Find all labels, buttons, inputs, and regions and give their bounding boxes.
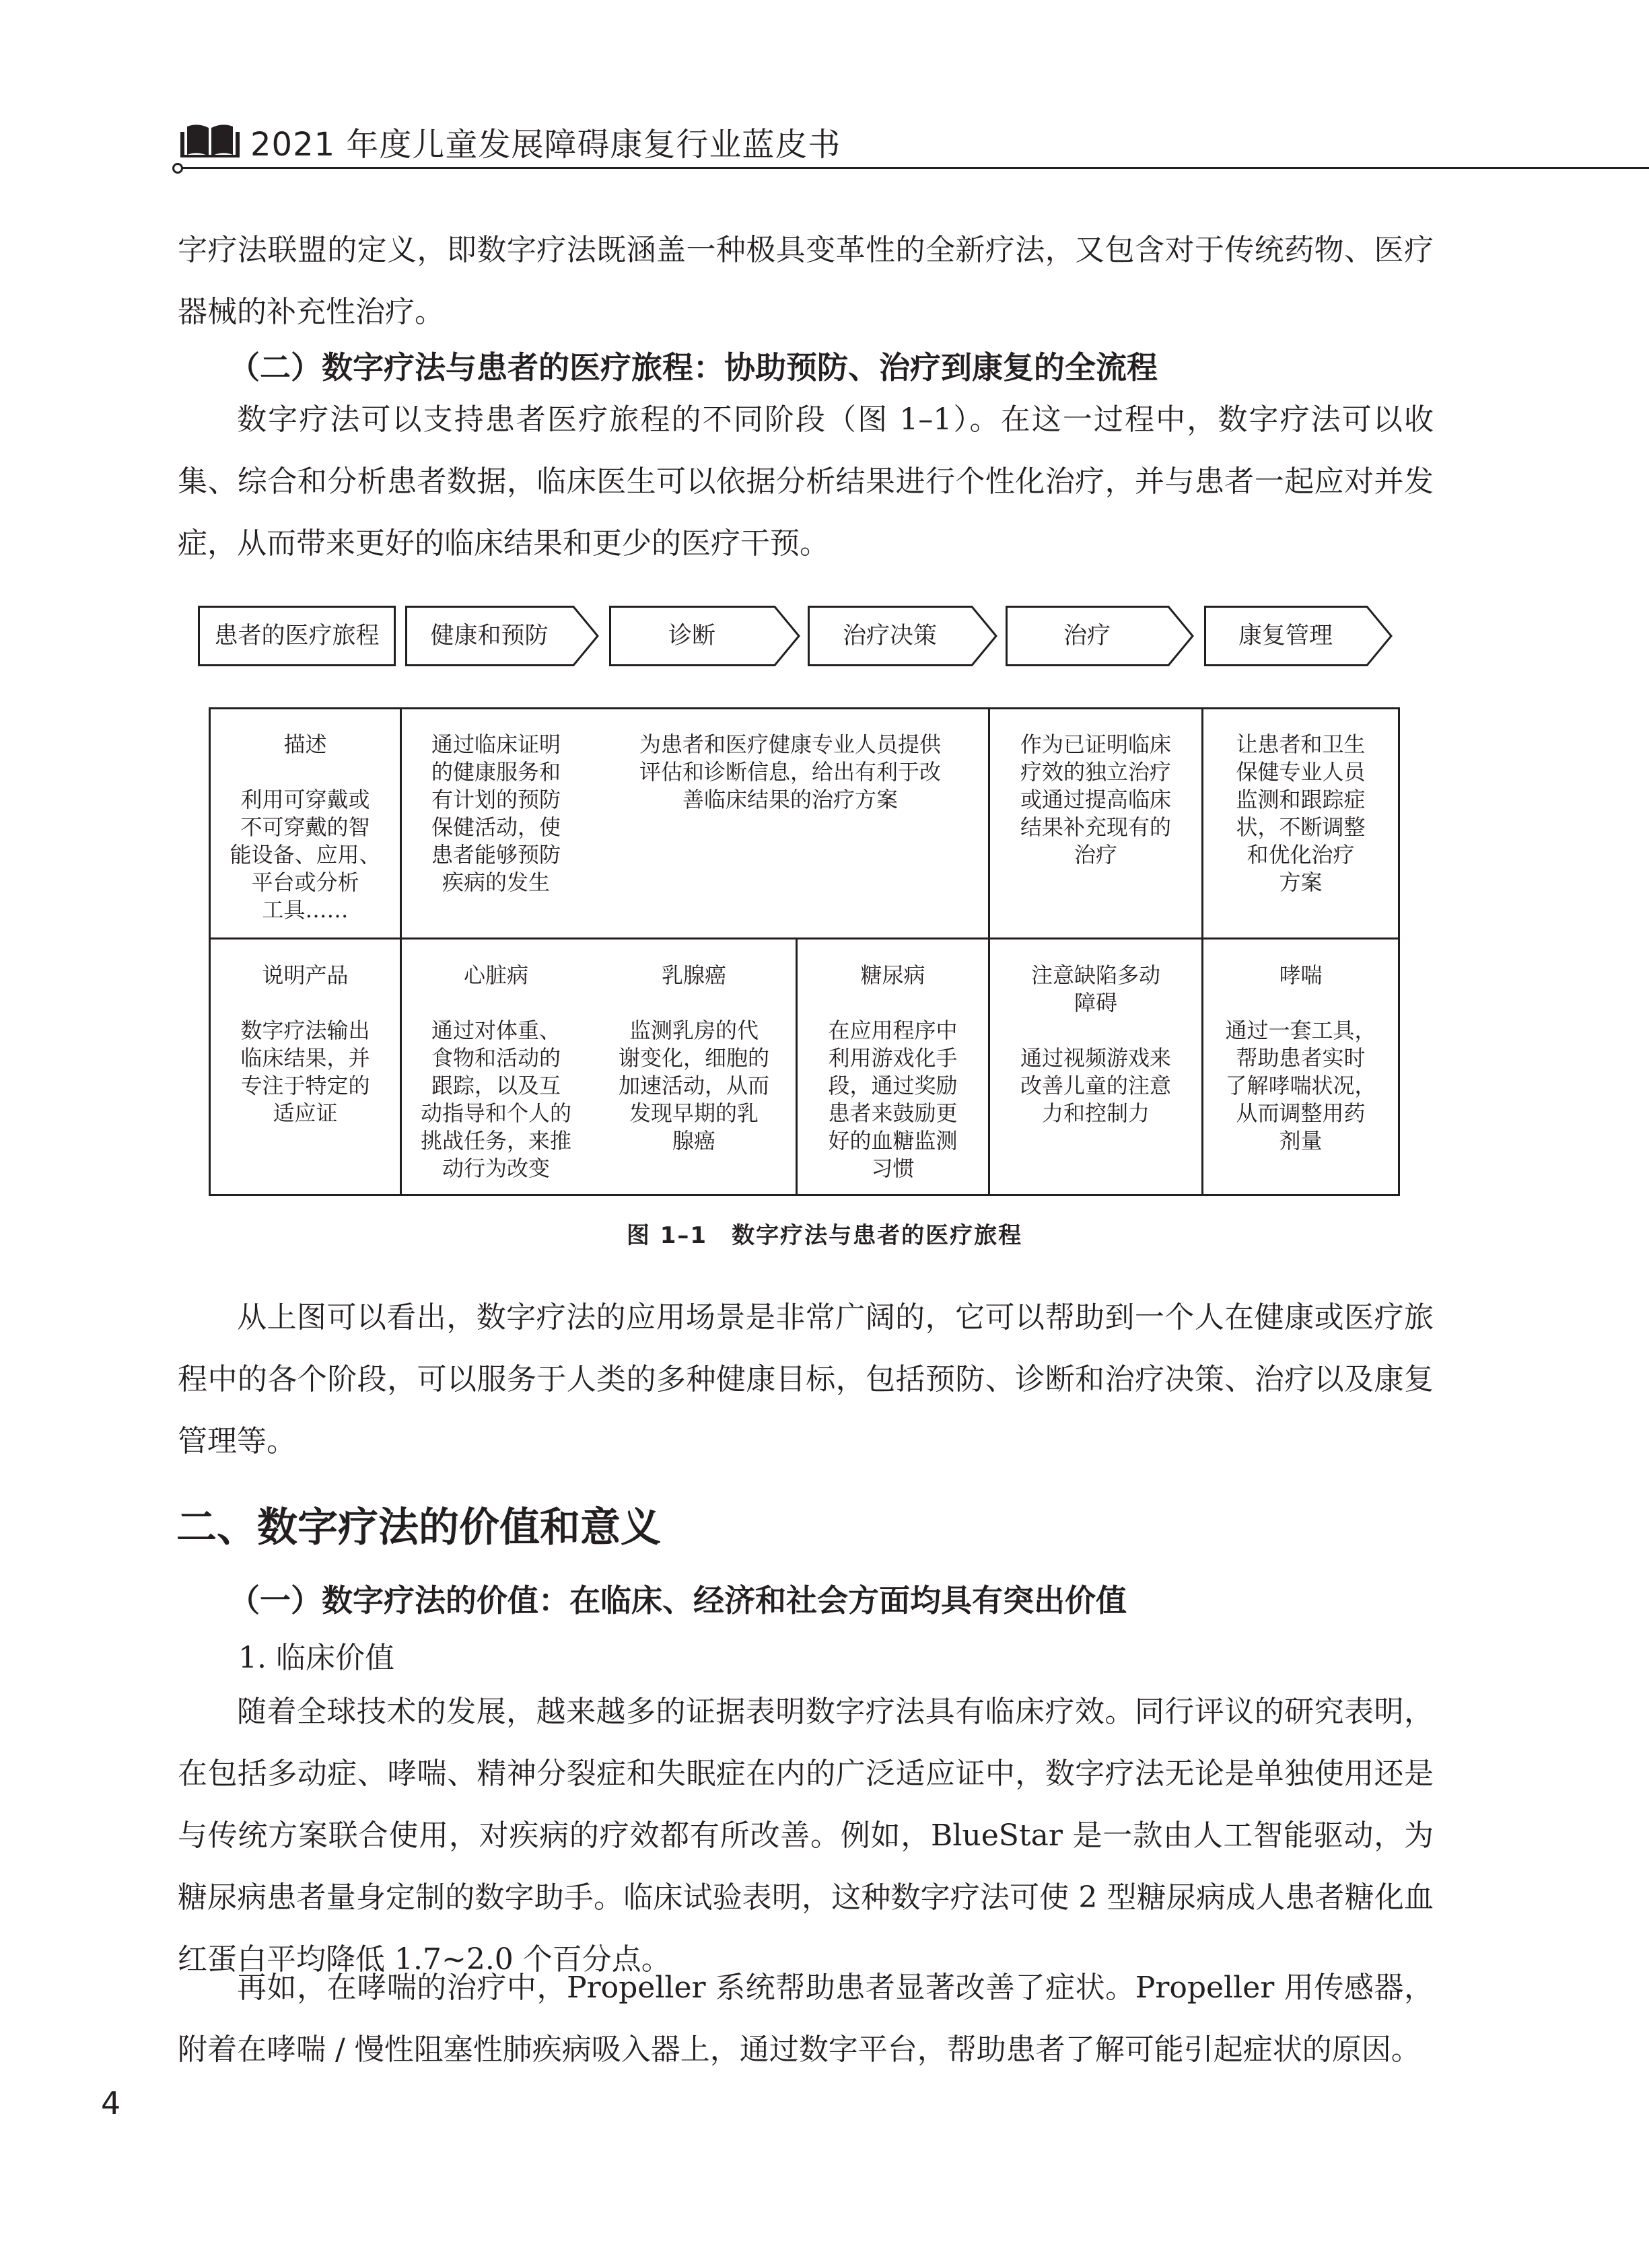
table-cell-diagnosis-decision: 为患者和医疗健康专业人员提供 评估和诊断信息，给出有利于改 善临床结果的治疗方案: [639, 732, 941, 812]
table-cell-diabetes: 糖尿病 在应用程序中 利用游戏化手 段，通过奖励 患者来鼓励更 好的血糖监测 习惯: [798, 962, 988, 1182]
journey-stage-treatment: 治疗: [1006, 606, 1194, 666]
section-sub-heading: （二）数字疗法与患者的医疗旅程：协助预防、治疗到康复的全流程: [229, 349, 1158, 386]
running-header-title: 2021 年度儿童发展障碍康复行业蓝皮书: [250, 126, 841, 164]
journey-stage-diagnosis: 诊断: [609, 606, 800, 666]
cell-title: 糖尿病: [860, 962, 925, 988]
cell-title: 哮喘: [1279, 962, 1323, 988]
body-paragraph: 数字疗法可以支持患者医疗旅程的不同阶段（图 1–1）。在这一过程中，数字疗法可以收集、综合和分析患者数据，临床医生可以依据分析结果进行个性化治疗，并与患者一起应对并发症，从而带来更好的临床结果和更少的医疗干预。: [178, 402, 1434, 561]
table-cell-prevention: 通过临床证明 的健康服务和 有计划的预防 保健活动，使 患者能够预防 疾病的发生: [431, 732, 561, 895]
journey-stage-rehab: 康复管理: [1204, 606, 1393, 666]
cell-title: 说明产品: [262, 962, 349, 988]
journey-stage-prevention: 健康和预防: [405, 606, 599, 666]
journey-stage-label: 患者的医疗旅程: [198, 606, 396, 666]
page-number: 4: [101, 2085, 121, 2121]
cell-title: 注意缺陷多动: [1030, 962, 1160, 988]
table-cell-treatment: 作为已证明临床 疗效的独立治疗 或通过提高临床 结果补充现有的 治疗: [1020, 732, 1171, 867]
table-cell-rehab: 让患者和卫生 保健专业人员 监测和跟踪症 状，不断调整 和优化治疗 方案: [1236, 732, 1366, 895]
item-heading: 1. 临床价值: [238, 1641, 394, 1675]
table-cell-asthma: 哮喘 通过一套工具， 帮助患者实时 了解哮喘状况， 从而调整用药 剂量: [1203, 962, 1398, 1155]
table-cell-describe: 描述 利用可穿戴或 不可穿戴的智 能设备、应用、 平台或分析 工具……: [211, 731, 400, 924]
header-rule-dot: [172, 163, 183, 174]
section-heading: 二、数字疗法的价值和意义: [176, 1504, 661, 1551]
cell-title: 描述: [283, 732, 327, 757]
body-paragraph: 从上图可以看出，数字疗法的应用场景是非常广阔的，它可以帮助到一个人在健康或医疗旅程中的各个阶段，可以服务于人类的多种健康目标，包括预防、诊断和治疗决策、治疗以及康复管理等。: [178, 1300, 1434, 1458]
journey-stage-decision: 治疗决策: [808, 606, 997, 666]
table-cell-products: 说明产品 数字疗法输出 临床结果，并 专注于特定的 适应证: [211, 962, 400, 1127]
table-cell-heart: 心脏病 通过对体重、 食物和活动的 跟踪，以及互 动指导和个人的 挑战任务，来推 动行为改变: [402, 962, 590, 1182]
intro-paragraph: 字疗法联盟的定义，即数字疗法既涵盖一种极具变革性的全新疗法，又包含对于传统药物、医疗器械的补充性治疗。: [178, 233, 1434, 329]
section-sub-heading: （一）数字疗法的价值：在临床、经济和社会方面均具有突出价值: [229, 1582, 1127, 1619]
table-cell-breast-cancer: 乳腺癌 监测乳房的代 谢变化，细胞的 加速活动，从而 发现早期的乳 腺癌: [592, 962, 796, 1155]
figure-caption: 图 1–1 数字疗法与患者的医疗旅程: [626, 1222, 1023, 1249]
cell-title: 乳腺癌: [661, 962, 726, 988]
cell-title: 心脏病: [463, 962, 528, 988]
table-divider: [209, 937, 1400, 940]
header-rule: [176, 167, 1649, 169]
book-icon: [180, 122, 240, 157]
table-cell-adhd: 注意缺陷多动 障碍 通过视频游戏来 改善儿童的注意 力和控制力: [990, 962, 1201, 1127]
cell-title: 障碍: [1074, 990, 1117, 1016]
body-paragraph: 再如，在哮喘的治疗中，Propeller 系统帮助患者显著改善了症状。Propeller 用传感器，附着在哮喘 / 慢性阻塞性肺疾病吸入器上，通过数字平台，帮助患者了解可能引起症状的原因。: [178, 1971, 1434, 2067]
body-paragraph: 随着全球技术的发展，越来越多的证据表明数字疗法具有临床疗效。同行评议的研究表明，在包括多动症、哮喘、精神分裂症和失眠症在内的广泛适应证中，数字疗法无论是单独使用还是与传统方案联合使用，对疾病的疗效都有所改善。例如，BlueStar 是一款由人工智能驱动，为糖尿病患者量身定制的数字助手。临床试验表明，这种数字疗法可使 2 型糖尿病成人患者糖化血红蛋白平均降低 1.7~2.0 个百分点。: [178, 1695, 1434, 1977]
